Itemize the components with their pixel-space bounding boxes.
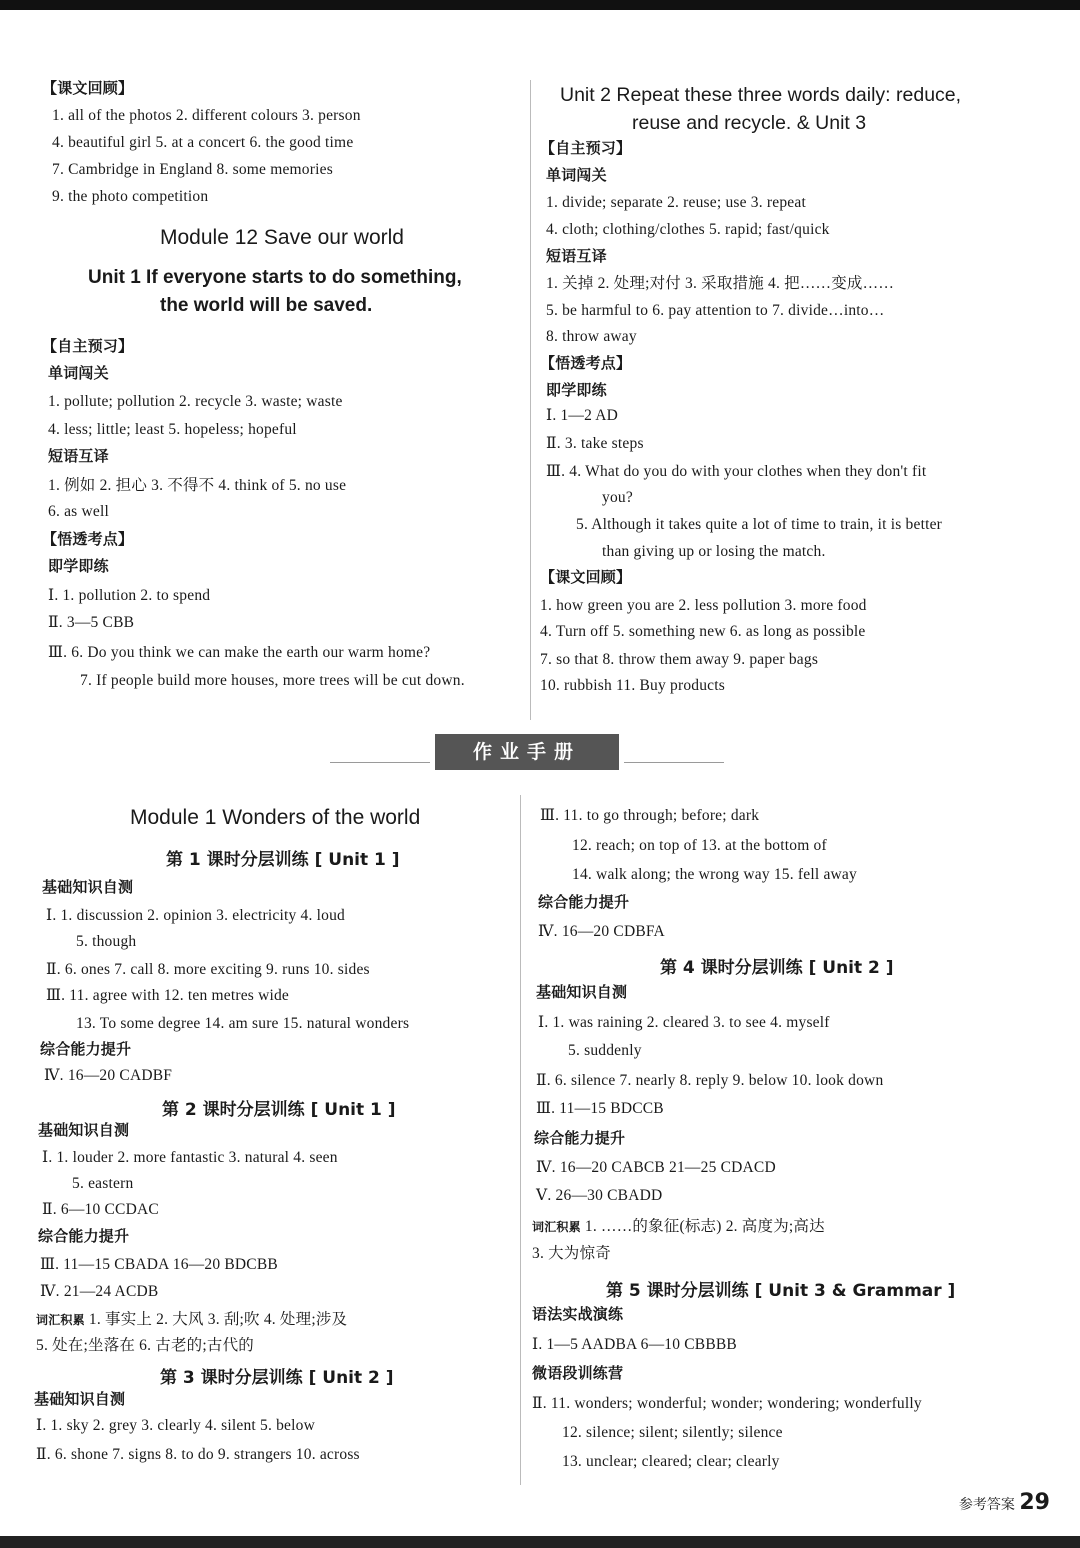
review-line: 1. how green you are 2. less pollution 3. more food [540, 597, 867, 614]
bottom-edge-bar [0, 1536, 1080, 1548]
answer-line: 5. suddenly [568, 1042, 642, 1059]
vocab-line: 3. 大为惊奇 [532, 1245, 611, 1262]
ability-heading: 综合能力提升 [538, 893, 630, 911]
top-edge-bar [0, 0, 1080, 10]
answer-line: 14. walk along; the wrong way 15. fell away [572, 866, 857, 883]
vocab-line [532, 1217, 825, 1237]
review-line: 7. Cambridge in England 8. some memories [52, 161, 333, 178]
vocab-text: 1. 事实上 2. 大风 3. 刮;吹 4. 处理;涉及 [88, 1311, 348, 1328]
basic-heading: 基础知识自测 [38, 1121, 130, 1139]
answer-line: Ⅱ. 6. silence 7. nearly 8. reply 9. below 10. look down [536, 1072, 884, 1089]
answer-line: you? [602, 489, 633, 506]
practice-heading: 即学即练 [546, 381, 607, 399]
banner-rule-right [624, 762, 724, 763]
answer-line: Ⅰ. 1—5 AADBA 6—10 CBBBB [532, 1336, 737, 1353]
column-divider-top [530, 80, 531, 720]
lesson-heading: 第 4 课时分层训练 [ Unit 2 ] [660, 958, 894, 978]
answer-line: Ⅱ. 11. wonders; wonderful; wonder; wondering; wonderfully [532, 1395, 922, 1412]
section-banner: 作业手册 [435, 734, 619, 770]
review-line: 10. rubbish 11. Buy products [540, 677, 725, 694]
answer-line: Ⅲ. 11. agree with 12. ten metres wide [46, 987, 290, 1004]
vocab-line [36, 1310, 347, 1330]
page-footer [959, 1490, 1050, 1515]
answer-line: 12. reach; on top of 13. at the bottom of [572, 837, 827, 854]
points-heading: 【悟透考点】 [540, 354, 632, 372]
words-heading: 单词闯关 [546, 166, 607, 184]
micro-heading: 微语段训练营 [532, 1364, 624, 1382]
answer-line: Ⅱ. 3. take steps [546, 435, 644, 452]
lesson-heading: 第 3 课时分层训练 [ Unit 2 ] [160, 1368, 394, 1388]
answer-line: 13. To some degree 14. am sure 15. natural wonders [76, 1015, 410, 1032]
answer-line: Ⅱ. 6—10 CCDAC [42, 1201, 159, 1218]
answer-line: 4. less; little; least 5. hopeless; hopeful [48, 421, 297, 438]
answer-line: 5. eastern [72, 1175, 134, 1192]
answer-line: Ⅳ. 16—20 CADBF [44, 1067, 173, 1084]
ability-heading: 综合能力提升 [534, 1129, 626, 1147]
unit-title-line2: reuse and recycle. & Unit 3 [632, 112, 867, 134]
answer-line: Ⅳ. 16—20 CDBFA [538, 923, 665, 940]
module-title: Module 12 Save our world [160, 226, 404, 249]
answer-line: 1. 关掉 2. 处理;对付 3. 采取措施 4. 把……变成…… [546, 275, 895, 292]
review-heading: 【课文回顾】 [42, 79, 134, 97]
answer-line: Ⅲ. 11—15 CBADA 16—20 BDCBB [40, 1256, 278, 1273]
basic-heading: 基础知识自测 [42, 878, 134, 896]
review-heading: 【课文回顾】 [540, 568, 632, 586]
footer-label: 参考答案 [958, 1497, 1015, 1513]
preview-heading: 【自主预习】 [540, 139, 632, 157]
review-line: 9. the photo competition [52, 188, 209, 205]
answer-line: 1. 例如 2. 担心 3. 不得不 4. think of 5. no use [48, 477, 347, 494]
grammar-heading: 语法实战演练 [532, 1305, 624, 1323]
page-number: 29 [1019, 1490, 1050, 1515]
answer-line: Ⅱ. 6. ones 7. call 8. more exciting 9. runs 10. sides [46, 961, 370, 978]
answer-line: 5. be harmful to 6. pay attention to 7. divide…into… [546, 302, 885, 319]
review-line: 4. Turn off 5. something new 6. as long as possible [540, 623, 866, 640]
answer-line: 12. silence; silent; silently; silence [562, 1424, 783, 1441]
answer-line: 4. cloth; clothing/clothes 5. rapid; fast/quick [546, 221, 830, 238]
lesson-heading: 第 5 课时分层训练 [ Unit 3 & Grammar ] [606, 1281, 956, 1301]
unit-title-line2: the world will be saved. [160, 295, 373, 316]
answer-line: 7. If people build more houses, more trees will be cut down. [80, 672, 465, 689]
answer-line: Ⅰ. 1. was raining 2. cleared 3. to see 4. myself [538, 1014, 830, 1031]
vocab-line: 5. 处在;坐落在 6. 古老的;古代的 [36, 1337, 254, 1354]
words-heading: 单词闯关 [48, 364, 109, 382]
answer-line: Ⅰ. 1. discussion 2. opinion 3. electricity 4. loud [46, 907, 345, 924]
answer-line: Ⅲ. 4. What do you do with your clothes when they don't fit [546, 463, 927, 480]
answer-line: 5. though [76, 933, 137, 950]
answer-line: Ⅴ. 26—30 CBADD [536, 1187, 663, 1204]
answer-line: Ⅰ. 1. louder 2. more fantastic 3. natural 4. seen [42, 1149, 338, 1166]
answer-line: Ⅱ. 6. shone 7. signs 8. to do 9. strangers 10. across [36, 1446, 360, 1463]
answer-line: 6. as well [48, 503, 109, 520]
vocab-label: 词汇积累 [532, 1220, 581, 1234]
answer-line: Ⅲ. 11—15 BDCCB [536, 1100, 664, 1117]
lesson-heading: 第 2 课时分层训练 [ Unit 1 ] [162, 1100, 396, 1120]
basic-heading: 基础知识自测 [536, 983, 628, 1001]
ability-heading: 综合能力提升 [40, 1040, 132, 1058]
answer-line: Ⅰ. 1. sky 2. grey 3. clearly 4. silent 5. below [36, 1417, 315, 1434]
unit-title: Unit 1 If everyone starts to do something, [88, 267, 462, 288]
review-line: 1. all of the photos 2. different colours 3. person [52, 107, 361, 124]
answer-line: Ⅰ. 1—2 AD [546, 407, 619, 424]
answer-line: 8. throw away [546, 328, 637, 345]
phrase-heading: 短语互译 [546, 247, 607, 265]
module-title: Module 1 Wonders of the world [130, 806, 421, 829]
answer-line: Ⅲ. 11. to go through; before; dark [540, 807, 760, 824]
answer-line: 1. divide; separate 2. reuse; use 3. repeat [546, 194, 806, 211]
unit-title: Unit 2 Repeat these three words daily: reduce, [560, 84, 962, 106]
banner-rule-left [330, 762, 430, 763]
points-heading: 【悟透考点】 [42, 530, 134, 548]
answer-line: Ⅳ. 21—24 ACDB [40, 1283, 159, 1300]
preview-heading: 【自主预习】 [42, 337, 134, 355]
answer-line: 1. pollute; pollution 2. recycle 3. waste; waste [48, 393, 343, 410]
answer-line: 13. unclear; cleared; clear; clearly [562, 1453, 780, 1470]
basic-heading: 基础知识自测 [34, 1390, 126, 1408]
answer-line: Ⅰ. 1. pollution 2. to spend [48, 587, 211, 604]
vocab-text: 1. ……的象征(标志) 2. 高度为;高达 [584, 1218, 825, 1235]
answer-line: Ⅱ. 3—5 CBB [48, 614, 135, 631]
vocab-label: 词汇积累 [36, 1313, 85, 1327]
ability-heading: 综合能力提升 [38, 1227, 130, 1245]
column-divider-bottom [520, 795, 521, 1485]
review-line: 7. so that 8. throw them away 9. paper bags [540, 651, 819, 668]
review-line: 4. beautiful girl 5. at a concert 6. the good time [52, 134, 354, 151]
answer-line: Ⅳ. 16—20 CABCB 21—25 CDACD [536, 1159, 776, 1176]
phrase-heading: 短语互译 [48, 447, 109, 465]
practice-heading: 即学即练 [48, 557, 109, 575]
answer-line: Ⅲ. 6. Do you think we can make the earth our warm home? [48, 644, 431, 661]
lesson-heading: 第 1 课时分层训练 [ Unit 1 ] [166, 850, 400, 870]
answer-line: 5. Although it takes quite a lot of time to train, it is better [576, 516, 943, 533]
answer-line: than giving up or losing the match. [602, 543, 826, 560]
